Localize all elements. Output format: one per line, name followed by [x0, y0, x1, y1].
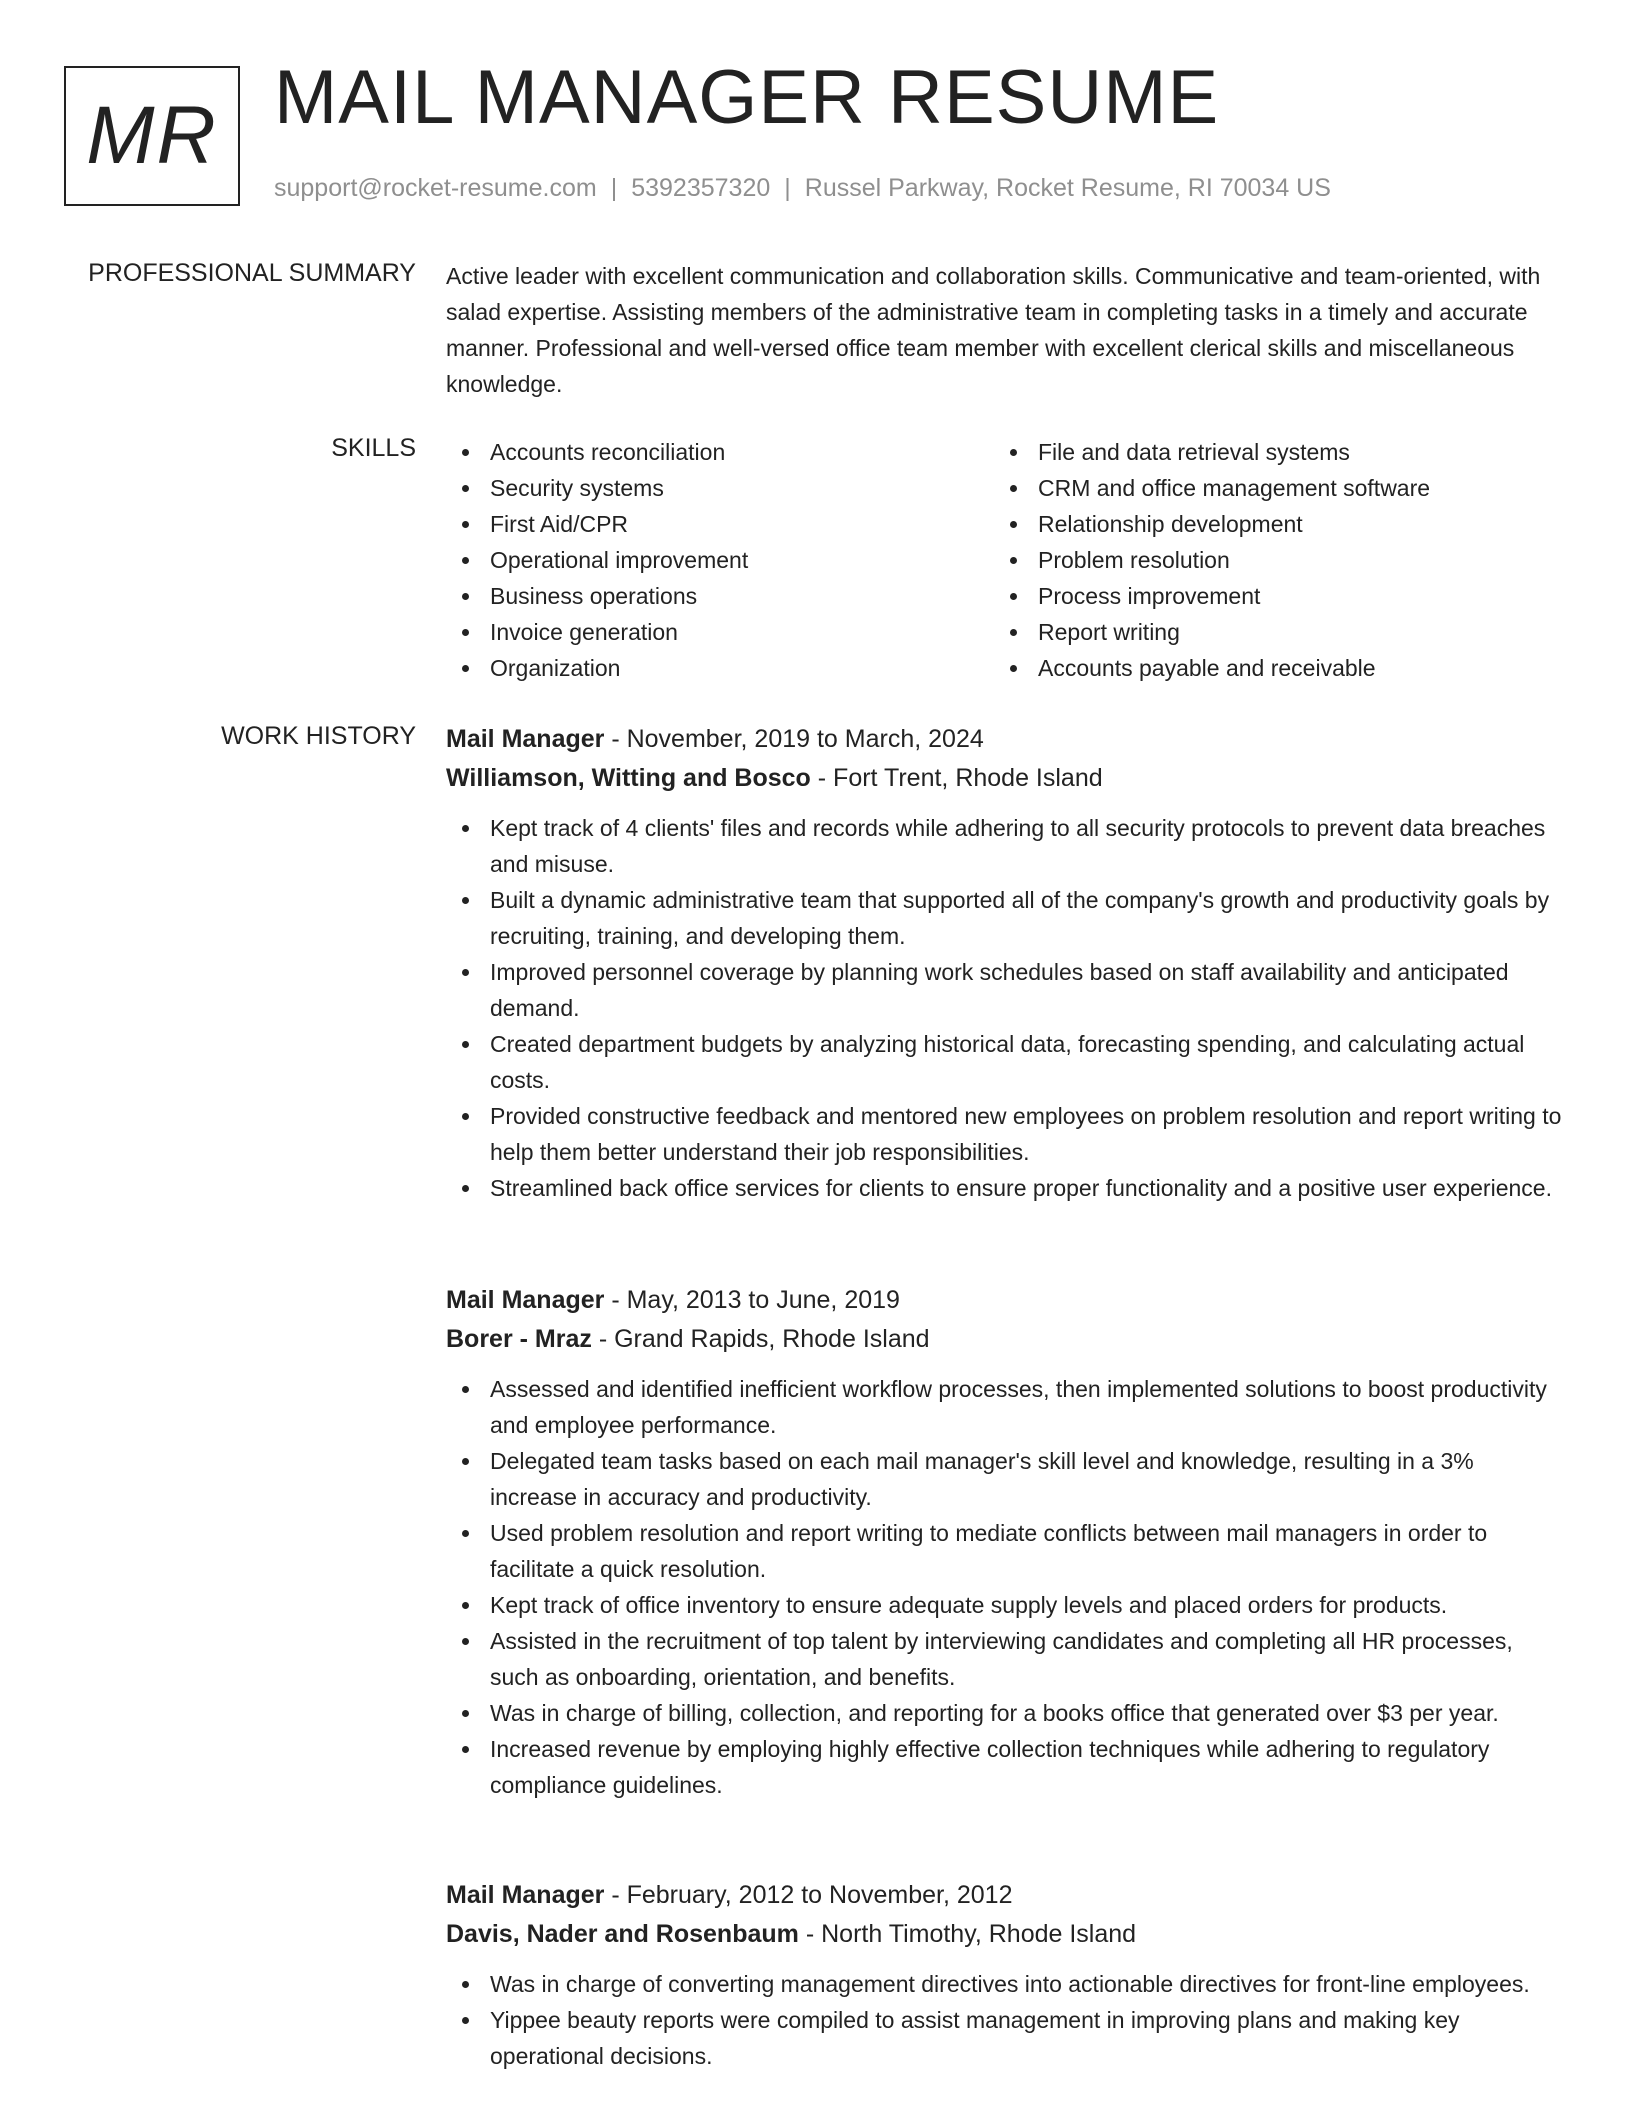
job-bullet: Streamlined back office services for clients to ensure proper functionality and a positive user experience.	[446, 1170, 1562, 1206]
job-bullet: Was in charge of converting management directives into actionable directives for front-line employees.	[446, 1966, 1562, 2002]
job-bullet: Was in charge of billing, collection, and reporting for a books office that generated over $3 per year.	[446, 1695, 1562, 1731]
job-bullet: Yippee beauty reports were compiled to assist management in improving plans and making key operational decisions.	[446, 2002, 1562, 2074]
job-company: Williamson, Witting and Bosco	[446, 764, 811, 792]
skill-item: Relationship development	[994, 506, 1430, 542]
contact-separator: |	[784, 174, 791, 202]
job-bullet: Increased revenue by employing highly effective collection techniques while adhering to regulatory compliance guidelines.	[446, 1731, 1562, 1803]
skills-list	[446, 434, 1562, 686]
job-company-line	[446, 759, 1562, 798]
contact-line	[274, 174, 1331, 203]
job-title: Mail Manager	[446, 1286, 605, 1314]
job-dates: - February, 2012 to November, 2012	[604, 1881, 1013, 1909]
skills-column-left	[446, 434, 994, 686]
job-bullet: Used problem resolution and report writing to mediate conflicts between mail managers in order to facilitate a quick resolution.	[446, 1515, 1562, 1587]
contact-email[interactable]: support@rocket-resume.com	[274, 174, 597, 202]
skill-item: Security systems	[446, 470, 994, 506]
work-history-heading: WORK HISTORY	[221, 722, 416, 750]
skill-item: Operational improvement	[446, 542, 994, 578]
skill-item: Organization	[446, 650, 994, 686]
skill-item: Business operations	[446, 578, 994, 614]
job-bullet: Created department budgets by analyzing historical data, forecasting spending, and calculating actual costs.	[446, 1026, 1562, 1098]
job-company-line	[446, 1320, 1562, 1359]
job-bullet: Delegated team tasks based on each mail manager's skill level and knowledge, resulting in a 3% increase in accuracy and productivity.	[446, 1443, 1562, 1515]
job-dates: - May, 2013 to June, 2019	[604, 1286, 900, 1314]
job-location: - North Timothy, Rhode Island	[798, 1920, 1137, 1948]
job-bullet: Kept track of office inventory to ensure adequate supply levels and placed orders for products.	[446, 1587, 1562, 1623]
job-bullet: Assessed and identified inefficient workflow processes, then implemented solutions to boost productivity and employee performance.	[446, 1371, 1562, 1443]
job-bullet: Assisted in the recruitment of top talent by interviewing candidates and completing all HR processes, such as onboarding, orientation, and benefits.	[446, 1623, 1562, 1695]
job-entry	[446, 1281, 1562, 1803]
job-bullets	[446, 1371, 1562, 1803]
skill-item: Process improvement	[994, 578, 1430, 614]
job-title: Mail Manager	[446, 725, 605, 753]
job-title-line	[446, 1876, 1562, 1915]
job-company: Davis, Nader and Rosenbaum	[446, 1920, 799, 1948]
skill-item: Accounts reconciliation	[446, 434, 994, 470]
skill-item: Accounts payable and receivable	[994, 650, 1430, 686]
job-bullets	[446, 810, 1562, 1206]
job-company-line	[446, 1915, 1562, 1954]
skill-item: First Aid/CPR	[446, 506, 994, 542]
skills-heading: SKILLS	[331, 434, 416, 462]
job-entry	[446, 1876, 1562, 2074]
job-entry	[446, 720, 1562, 1206]
job-bullet: Provided constructive feedback and mentored new employees on problem resolution and report writing to help them better understand their job responsibilities.	[446, 1098, 1562, 1170]
monogram-logo: MR	[64, 66, 240, 206]
job-bullet: Kept track of 4 clients' files and records while adhering to all security protocols to prevent data breaches and misuse.	[446, 810, 1562, 882]
job-bullet: Built a dynamic administrative team that supported all of the company's growth and productivity goals by recruiting, training, and developing them.	[446, 882, 1562, 954]
skill-item: Invoice generation	[446, 614, 994, 650]
contact-separator: |	[610, 174, 618, 202]
skill-item: Report writing	[994, 614, 1430, 650]
job-title-line	[446, 1281, 1562, 1320]
skill-item: Problem resolution	[994, 542, 1430, 578]
job-title: Mail Manager	[446, 1881, 605, 1909]
skill-item: CRM and office management software	[994, 470, 1430, 506]
summary-text: Active leader with excellent communication and collaboration skills. Communicative and team-oriented, with salad expertise. Assisting members of the administrative team in completing tasks in a timely and accurate manner. Professional and well-versed office team member with excellent clerical skills and miscellaneous knowledge.	[446, 263, 1541, 397]
page-title: MAIL MANAGER RESUME	[274, 55, 1220, 140]
job-bullets	[446, 1966, 1562, 2074]
job-dates: - November, 2019 to March, 2024	[604, 725, 984, 753]
job-bullet: Improved personnel coverage by planning work schedules based on staff availability and anticipated demand.	[446, 954, 1562, 1026]
skills-column-right	[994, 434, 1430, 686]
job-location: - Fort Trent, Rhode Island	[810, 764, 1103, 792]
skill-item: File and data retrieval systems	[994, 434, 1430, 470]
contact-address: Russel Parkway, Rocket Resume, RI 70034 US	[804, 174, 1331, 202]
job-company: Borer - Mraz	[446, 1325, 592, 1353]
summary-heading: PROFESSIONAL SUMMARY	[88, 259, 416, 287]
job-location: - Grand Rapids, Rhode Island	[591, 1325, 930, 1353]
job-title-line	[446, 720, 1562, 759]
contact-phone[interactable]: 5392357320	[631, 174, 771, 202]
